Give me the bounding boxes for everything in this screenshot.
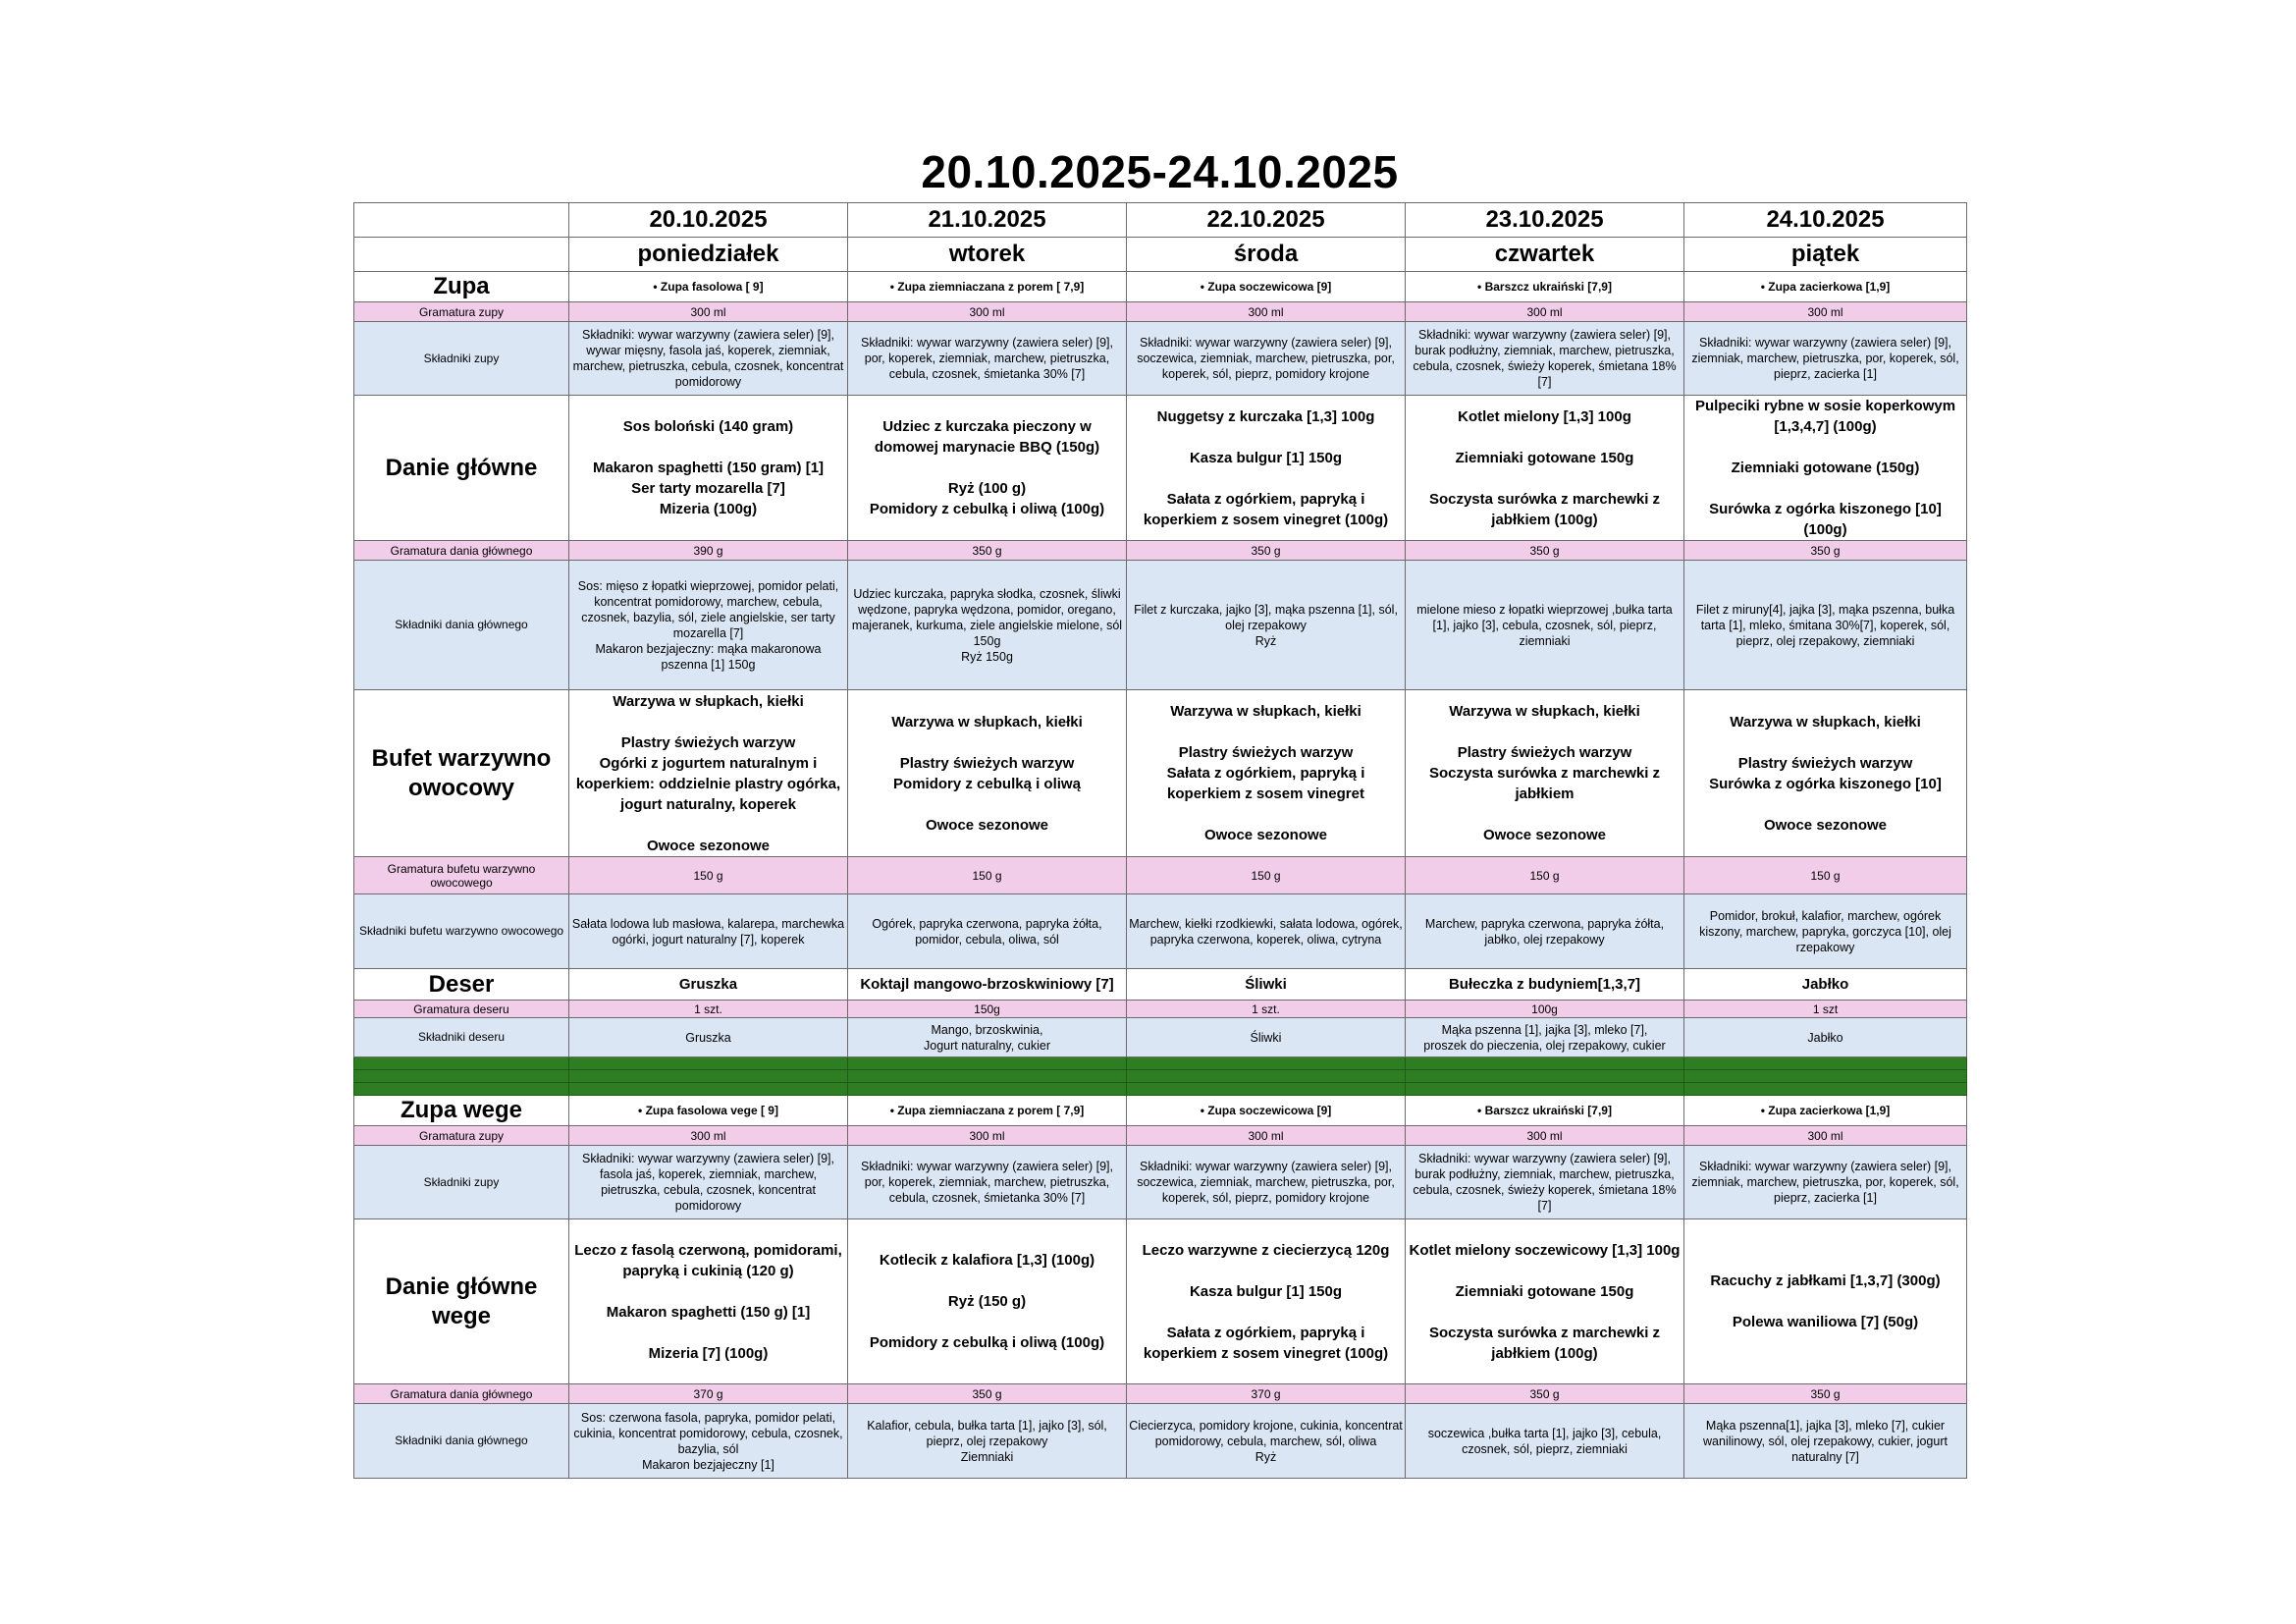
row-label-dessert: Deser xyxy=(354,969,569,1001)
day-header: poniedziałek xyxy=(569,238,848,272)
menu-title: 20.10.2025-24.10.2025 xyxy=(921,146,1399,197)
dessert-ingredients-cell: Mango, brzoskwinia, Jogurt naturalny, cukier xyxy=(848,1018,1127,1057)
date-header: 23.10.2025 xyxy=(1406,203,1684,238)
day-header: czwartek xyxy=(1406,238,1684,272)
dessert-ingredients-cell: Mąka pszenna [1], jajka [3], mleko [7], proszek do pieczenia, olej rzepakowy, cukier xyxy=(1406,1018,1684,1057)
row-label-dessert-ingredients: Składniki deseru xyxy=(354,1018,569,1057)
dessert-row xyxy=(354,969,1967,1001)
soup-ingredients-cell: Składniki: wywar warzywny (zawiera seler) [9], burak podłużny, ziemniak, marchew, pietruszka, cebula, czosnek, świeży koperek, śmietana 18% [7] xyxy=(1406,322,1684,396)
vege-soup-weight-row xyxy=(354,1126,1967,1146)
vege-soup-ingredients-cell: Składniki: wywar warzywny (zawiera seler) [9], soczewica, ziemniak, marchew, pietruszka, por, koperek, sól, pieprz, pomidory krojone xyxy=(1127,1146,1406,1219)
buffet-cell: Warzywa w słupkach, kiełki Plastry świeżych warzyw Ogórki z jogurtem naturalnym i koperkiem: oddzielnie plastry ogórka, jogurt naturalny, koperek Owoce sezonowe xyxy=(569,690,848,857)
vege-soup-ingredients-row xyxy=(354,1146,1967,1219)
vege-soup-weight-cell: 300 ml xyxy=(1127,1126,1406,1146)
separator-cell xyxy=(1127,1057,1406,1070)
row-label-soup: Zupa xyxy=(354,272,569,302)
buffet-cell: Warzywa w słupkach, kiełki Plastry świeżych warzyw Soczysta surówka z marchewki z jabłkiem Owoce sezonowe xyxy=(1406,690,1684,857)
soup-cell: • Barszcz ukraiński [7,9] xyxy=(1406,272,1684,302)
vege-soup-cell: • Zupa soczewicowa [9] xyxy=(1127,1096,1406,1126)
vege-soup-cell: • Zupa ziemniaczana z porem [ 7,9] xyxy=(848,1096,1127,1126)
separator-cell xyxy=(848,1057,1127,1070)
buffet-ingredients-cell: Sałata lodowa lub masłowa, kalarepa, marchewka ogórki, jogurt naturalny [7], koperek xyxy=(569,894,848,969)
soup-row xyxy=(354,272,1967,302)
separator-row xyxy=(354,1083,1967,1096)
row-label-vege-soup-ingredients: Składniki zupy xyxy=(354,1146,569,1219)
separator-cell xyxy=(569,1070,848,1083)
vege-soup-ingredients-cell: Składniki: wywar warzywny (zawiera seler) [9], ziemniak, marchew, pietruszka, por, koperek, sól, pieprz, zacierka [1] xyxy=(1684,1146,1967,1219)
buffet-cell: Warzywa w słupkach, kiełki Plastry świeżych warzyw Sałata z ogórkiem, papryką i koperkiem z sosem vinegret Owoce sezonowe xyxy=(1127,690,1406,857)
vege-main-dish-ingredients-row xyxy=(354,1404,1967,1479)
buffet-weight-cell: 150 g xyxy=(1684,857,1967,894)
buffet-weight-cell: 150 g xyxy=(1127,857,1406,894)
main-dish-ingredients-cell: Sos: mięso z łopatki wieprzowej, pomidor pelati, koncentrat pomidorowy, marchew, cebula, czosnek, bazylia, sól, ziele angielskie, ser tarty mozarella [7] Makaron bezjajeczny: mąka makaronowa pszenna [1] 150g xyxy=(569,561,848,690)
soup-weight-cell: 300 ml xyxy=(1406,302,1684,322)
buffet-weight-cell: 150 g xyxy=(1406,857,1684,894)
main-dish-cell: Udziec z kurczaka pieczony w domowej marynacie BBQ (150g) Ryż (100 g) Pomidory z cebulką i oliwą (100g) xyxy=(848,396,1127,541)
main-dish-row xyxy=(354,396,1967,541)
separator-cell xyxy=(1684,1057,1967,1070)
vege-main-dish-ingredients-cell: Sos: czerwona fasola, papryka, pomidor pelati, cukinia, koncentrat pomidorowy, cebula, czosnek, bazylia, sól Makaron bezjajeczny [1] xyxy=(569,1404,848,1479)
buffet-ingredients-cell: Marchew, papryka czerwona, papryka żółta, jabłko, olej rzepakowy xyxy=(1406,894,1684,969)
vege-soup-ingredients-cell: Składniki: wywar warzywny (zawiera seler) [9], burak podłużny, ziemniak, marchew, pietruszka, cebula, czosnek, świeży koperek, śmietana 18% [7] xyxy=(1406,1146,1684,1219)
soup-cell: • Zupa zacierkowa [1,9] xyxy=(1684,272,1967,302)
main-dish-weight-row xyxy=(354,541,1967,561)
row-label-buffet-ingredients: Składniki bufetu warzywno owocowego xyxy=(354,894,569,969)
soup-ingredients-cell: Składniki: wywar warzywny (zawiera seler) [9], soczewica, ziemniak, marchew, pietruszka, por, koperek, sól, pieprz, pomidory krojone xyxy=(1127,322,1406,396)
vege-soup-ingredients-cell: Składniki: wywar warzywny (zawiera seler) [9], por, koperek, ziemniak, marchew, pietruszka, cebula, czosnek, śmietanka 30% [7] xyxy=(848,1146,1127,1219)
soup-ingredients-cell: Składniki: wywar warzywny (zawiera seler) [9], wywar mięsny, fasola jaś, koperek, ziemniak, marchew, pietruszka, cebula, czosnek, koncentrat pomidorowy xyxy=(569,322,848,396)
day-header: wtorek xyxy=(848,238,1127,272)
separator-cell xyxy=(1684,1083,1967,1096)
main-dish-ingredients-cell: Filet z kurczaka, jajko [3], mąka pszenna [1], sól, olej rzepakowy Ryż xyxy=(1127,561,1406,690)
main-dish-ingredients-cell: Udziec kurczaka, papryka słodka, czosnek, śliwki wędzone, papryka wędzona, pomidor, oregano, majeranek, kurkuma, ziele angielskie mielone, sól 150g Ryż 150g xyxy=(848,561,1127,690)
buffet-ingredients-row xyxy=(354,894,1967,969)
separator-cell xyxy=(1684,1070,1967,1083)
buffet-ingredients-cell: Pomidor, brokuł, kalafior, marchew, ogórek kiszony, marchew, papryka, gorczyca [10], olej rzepakowy xyxy=(1684,894,1967,969)
main-dish-weight-cell: 350 g xyxy=(1684,541,1967,561)
row-label-vege-soup-weight: Gramatura zupy xyxy=(354,1126,569,1146)
row-label-soup-ingredients: Składniki zupy xyxy=(354,322,569,396)
vege-soup-cell: • Zupa fasolowa vege [ 9] xyxy=(569,1096,848,1126)
dessert-weight-cell: 100g xyxy=(1406,1001,1684,1018)
vege-main-dish-cell: Leczo z fasolą czerwoną, pomidorami, papryką i cukinią (120 g) Makaron spaghetti (150 g) [1] Mizeria [7] (100g) xyxy=(569,1219,848,1384)
main-dish-ingredients-row xyxy=(354,561,1967,690)
row-label-main-dish: Danie główne xyxy=(354,396,569,541)
soup-cell: • Zupa soczewicowa [9] xyxy=(1127,272,1406,302)
separator-cell xyxy=(1127,1083,1406,1096)
day-header: piątek xyxy=(1684,238,1967,272)
vege-soup-row xyxy=(354,1096,1967,1126)
day-header: środa xyxy=(1127,238,1406,272)
buffet-ingredients-cell: Ogórek, papryka czerwona, papryka żółta, pomidor, cebula, oliwa, sól xyxy=(848,894,1127,969)
main-dish-cell: Sos boloński (140 gram) Makaron spaghetti (150 gram) [1] Ser tarty mozarella [7] Mizeria (100g) xyxy=(569,396,848,541)
date-header: 21.10.2025 xyxy=(848,203,1127,238)
date-header: 20.10.2025 xyxy=(569,203,848,238)
main-dish-weight-cell: 390 g xyxy=(569,541,848,561)
buffet-weight-row xyxy=(354,857,1967,894)
vege-main-dish-cell: Kotlecik z kalafiora [1,3] (100g) Ryż (150 g) Pomidory z cebulką i oliwą (100g) xyxy=(848,1219,1127,1384)
row-label-vege-soup: Zupa wege xyxy=(354,1096,569,1126)
separator-cell xyxy=(569,1057,848,1070)
separator-cell xyxy=(1127,1070,1406,1083)
separator-cell xyxy=(1406,1070,1684,1083)
buffet-cell: Warzywa w słupkach, kiełki Plastry świeżych warzyw Pomidory z cebulką i oliwą Owoce sezonowe xyxy=(848,690,1127,857)
vege-main-dish-row xyxy=(354,1219,1967,1384)
buffet-cell: Warzywa w słupkach, kiełki Plastry świeżych warzyw Surówka z ogórka kiszonego [10] Owoce sezonowe xyxy=(1684,690,1967,857)
main-dish-weight-cell: 350 g xyxy=(1127,541,1406,561)
dessert-weight-row xyxy=(354,1001,1967,1018)
vege-main-dish-cell: Leczo warzywne z ciecierzycą 120g Kasza bulgur [1] 150g Sałata z ogórkiem, papryką i koperkiem z sosem vinegret (100g) xyxy=(1127,1219,1406,1384)
soup-ingredients-cell: Składniki: wywar warzywny (zawiera seler) [9], por, koperek, ziemniak, marchew, pietruszka, cebula, czosnek, śmietanka 30% [7] xyxy=(848,322,1127,396)
vege-main-dish-weight-cell: 350 g xyxy=(848,1384,1127,1404)
separator-cell xyxy=(354,1083,569,1096)
separator-row xyxy=(354,1057,1967,1070)
separator-cell xyxy=(354,1070,569,1083)
separator-cell xyxy=(848,1083,1127,1096)
row-label-vege-main-dish: Danie główne wege xyxy=(354,1219,569,1384)
vege-soup-cell: • Zupa zacierkowa [1,9] xyxy=(1684,1096,1967,1126)
vege-main-dish-ingredients-cell: soczewica ,bułka tarta [1], jajko [3], cebula, czosnek, sól, pieprz, ziemniaki xyxy=(1406,1404,1684,1479)
separator-cell xyxy=(848,1070,1127,1083)
main-dish-ingredients-cell: Filet z miruny[4], jajka [3], mąka pszenna, bułka tarta [1], mleko, śmitana 30%[7], koperek, sól, pieprz, olej rzepakowy, ziemniaki xyxy=(1684,561,1967,690)
row-label-buffet-weight: Gramatura bufetu warzywno owocowego xyxy=(354,857,569,894)
buffet-ingredients-cell: Marchew, kiełki rzodkiewki, sałata lodowa, ogórek, papryka czerwona, koperek, oliwa, cytryna xyxy=(1127,894,1406,969)
soup-ingredients-cell: Składniki: wywar warzywny (zawiera seler) [9], ziemniak, marchew, pietruszka, por, koperek, sól, pieprz, zacierka [1] xyxy=(1684,322,1967,396)
date-header: 24.10.2025 xyxy=(1684,203,1967,238)
buffet-row xyxy=(354,690,1967,857)
soup-weight-cell: 300 ml xyxy=(848,302,1127,322)
main-dish-cell: Kotlet mielony [1,3] 100g Ziemniaki gotowane 150g Soczysta surówka z marchewki z jabłkiem (100g) xyxy=(1406,396,1684,541)
buffet-weight-cell: 150 g xyxy=(569,857,848,894)
dessert-ingredients-cell: Śliwki xyxy=(1127,1018,1406,1057)
vege-main-dish-weight-cell: 350 g xyxy=(1406,1384,1684,1404)
main-dish-weight-cell: 350 g xyxy=(1406,541,1684,561)
soup-weight-row xyxy=(354,302,1967,322)
vege-main-dish-weight-cell: 370 g xyxy=(569,1384,848,1404)
vege-main-dish-cell: Racuchy z jabłkami [1,3,7] (300g) Polewa waniliowa [7] (50g) xyxy=(1684,1219,1967,1384)
main-dish-ingredients-cell: mielone mieso z łopatki wieprzowej ,bułka tarta [1], jajko [3], cebula, czosnek, sól, pieprz, ziemniaki xyxy=(1406,561,1684,690)
row-label-vege-main-dish-weight: Gramatura dania głównego xyxy=(354,1384,569,1404)
days-row xyxy=(354,238,1967,272)
dessert-cell: Jabłko xyxy=(1684,969,1967,1001)
vege-main-dish-ingredients-cell: Mąka pszenna[1], jajka [3], mleko [7], cukier wanilinowy, sól, olej rzepakowy, cukier, jogurt naturalny [7] xyxy=(1684,1404,1967,1479)
row-label-vege-main-dish-ingredients: Składniki dania głównego xyxy=(354,1404,569,1479)
soup-weight-cell: 300 ml xyxy=(1127,302,1406,322)
dessert-weight-cell: 1 szt. xyxy=(569,1001,848,1018)
vege-soup-weight-cell: 300 ml xyxy=(569,1126,848,1146)
vege-soup-weight-cell: 300 ml xyxy=(848,1126,1127,1146)
dessert-cell: Śliwki xyxy=(1127,969,1406,1001)
vege-main-dish-ingredients-cell: Ciecierzyca, pomidory krojone, cukinia, koncentrat pomidorowy, cebula, marchew, sól, oliwa Ryż xyxy=(1127,1404,1406,1479)
vege-main-dish-weight-cell: 350 g xyxy=(1684,1384,1967,1404)
vege-main-dish-cell: Kotlet mielony soczewicowy [1,3] 100g Ziemniaki gotowane 150g Soczysta surówka z marchewki z jabłkiem (100g) xyxy=(1406,1219,1684,1384)
separator-cell xyxy=(1406,1083,1684,1096)
dessert-ingredients-row xyxy=(354,1018,1967,1057)
date-header: 22.10.2025 xyxy=(1127,203,1406,238)
vege-main-dish-weight-cell: 370 g xyxy=(1127,1384,1406,1404)
corner-cell xyxy=(354,203,569,238)
soup-weight-cell: 300 ml xyxy=(1684,302,1967,322)
weekly-menu-table xyxy=(353,202,1967,1479)
soup-ingredients-row xyxy=(354,322,1967,396)
soup-cell: • Zupa fasolowa [ 9] xyxy=(569,272,848,302)
main-dish-cell: Nuggetsy z kurczaka [1,3] 100g Kasza bulgur [1] 150g Sałata z ogórkiem, papryką i koperkiem z sosem vinegret (100g) xyxy=(1127,396,1406,541)
dessert-weight-cell: 1 szt. xyxy=(1127,1001,1406,1018)
vege-soup-ingredients-cell: Składniki: wywar warzywny (zawiera seler) [9], fasola jaś, koperek, ziemniak, marchew, pietruszka, cebula, czosnek, koncentrat pomidorowy xyxy=(569,1146,848,1219)
dessert-cell: Gruszka xyxy=(569,969,848,1001)
corner-cell xyxy=(354,238,569,272)
dessert-weight-cell: 150g xyxy=(848,1001,1127,1018)
dates-row xyxy=(354,203,1967,238)
row-label-dessert-weight: Gramatura deseru xyxy=(354,1001,569,1018)
dessert-weight-cell: 1 szt xyxy=(1684,1001,1967,1018)
vege-soup-weight-cell: 300 ml xyxy=(1684,1126,1967,1146)
buffet-weight-cell: 150 g xyxy=(848,857,1127,894)
main-dish-weight-cell: 350 g xyxy=(848,541,1127,561)
row-label-buffet: Bufet warzywno owocowy xyxy=(354,690,569,857)
separator-cell xyxy=(1406,1057,1684,1070)
dessert-ingredients-cell: Jabłko xyxy=(1684,1018,1967,1057)
dessert-cell: Koktajl mangowo-brzoskwiniowy [7] xyxy=(848,969,1127,1001)
vege-soup-cell: • Barszcz ukraiński [7,9] xyxy=(1406,1096,1684,1126)
row-label-main-dish-ingredients: Składniki dania głównego xyxy=(354,561,569,690)
vege-main-dish-weight-row xyxy=(354,1384,1967,1404)
separator-cell xyxy=(354,1057,569,1070)
vege-main-dish-ingredients-cell: Kalafior, cebula, bułka tarta [1], jajko [3], sól, pieprz, olej rzepakowy Ziemniaki xyxy=(848,1404,1127,1479)
separator-cell xyxy=(569,1083,848,1096)
vege-soup-weight-cell: 300 ml xyxy=(1406,1126,1684,1146)
soup-cell: • Zupa ziemniaczana z porem [ 7,9] xyxy=(848,272,1127,302)
row-label-soup-weight: Gramatura zupy xyxy=(354,302,569,322)
dessert-ingredients-cell: Gruszka xyxy=(569,1018,848,1057)
separator-row xyxy=(354,1070,1967,1083)
soup-weight-cell: 300 ml xyxy=(569,302,848,322)
main-dish-cell: Pulpeciki rybne w sosie koperkowym [1,3,4,7] (100g) Ziemniaki gotowane (150g) Surówka z ogórka kiszonego [10] (100g) xyxy=(1684,396,1967,541)
dessert-cell: Bułeczka z budyniem[1,3,7] xyxy=(1406,969,1684,1001)
row-label-main-dish-weight: Gramatura dania głównego xyxy=(354,541,569,561)
